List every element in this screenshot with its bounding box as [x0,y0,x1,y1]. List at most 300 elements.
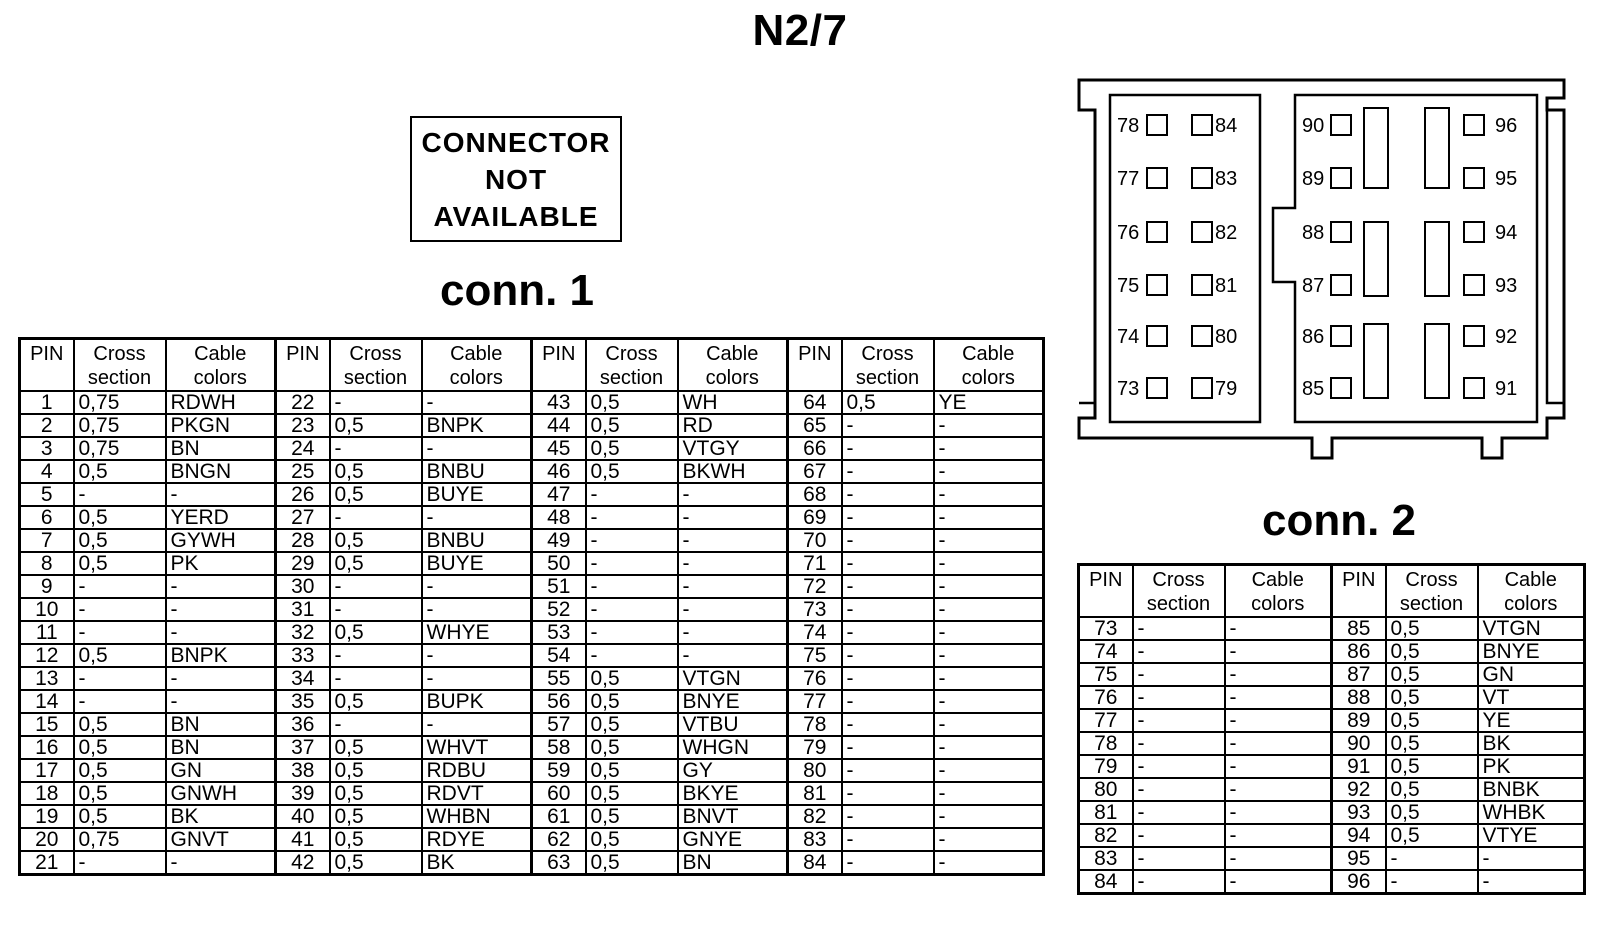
left-pin-block [1110,95,1260,422]
connector-pin-label: 91 [1495,378,1518,400]
cross-section-value: 0,5 [330,621,422,644]
pin-socket-icon [1464,168,1484,188]
cross-section-value: - [586,506,678,529]
cable-color-value: - [166,483,276,506]
cross-section-value: - [586,483,678,506]
pin-socket-icon [1331,115,1351,135]
table-row [1079,801,1585,824]
cable-color-value: BKWH [678,460,788,483]
cross-section-value: 0,75 [74,391,166,414]
cable-color-value: - [1225,686,1332,709]
pin-number: 51 [532,575,586,598]
table-row [1079,732,1585,755]
cross-section-value: - [1133,847,1225,870]
cable-color-value: - [1225,755,1332,778]
cable-color-value: VTBU [678,713,788,736]
pin-number: 75 [788,644,842,667]
connector-pin-label: 92 [1495,326,1518,348]
cross-section-value: 0,5 [1386,824,1478,847]
cross-section-value: 0,5 [74,805,166,828]
cable-color-value: - [1225,801,1332,824]
pin-number: 39 [276,782,330,805]
cross-section-value: - [842,552,934,575]
cross-section-value: - [842,759,934,782]
connector-pin-label: 80 [1215,326,1238,348]
pin-socket-icon [1464,378,1484,398]
pin-number: 78 [1079,732,1133,755]
table-row [20,552,1044,575]
cross-section-value: 0,5 [586,460,678,483]
pin-number: 44 [532,414,586,437]
cross-section-value: - [1133,755,1225,778]
cross-section-value: - [842,529,934,552]
cable-color-value: RDBU [422,759,532,782]
page-title: N2/7 [752,6,848,55]
pin-number: 71 [788,552,842,575]
cross-section-value: - [842,644,934,667]
cross-section-value: - [74,575,166,598]
conn2-header-pin: PIN [1332,565,1386,618]
connector-pin-label: 75 [1117,275,1140,297]
pin-number: 76 [788,667,842,690]
pin-number: 83 [1079,847,1133,870]
pin-number: 35 [276,690,330,713]
pin-number: 38 [276,759,330,782]
cable-color-value: - [934,851,1044,875]
cable-color-value: BN [166,736,276,759]
pin-number: 54 [532,644,586,667]
conn1-header-cable-colors: Cable colors [422,339,532,392]
cable-color-value: - [678,621,788,644]
table-row [1079,870,1585,894]
pin-socket-icon [1192,378,1212,398]
cross-section-value: - [74,667,166,690]
cross-section-value: - [330,575,422,598]
cable-color-value: BNPK [166,644,276,667]
pin-number: 76 [1079,686,1133,709]
pin-number: 65 [788,414,842,437]
table-row [1079,709,1585,732]
cable-color-value: - [934,805,1044,828]
cross-section-value: - [842,437,934,460]
cross-section-value: 0,5 [330,736,422,759]
cable-color-value: VTGN [678,667,788,690]
pin-number: 30 [276,575,330,598]
pin-socket-icon [1464,326,1484,346]
cross-section-value: 0,5 [586,713,678,736]
connector-pin-label: 86 [1302,326,1325,348]
pin-number: 77 [788,690,842,713]
cable-color-value: GN [1478,663,1585,686]
cross-section-value: 0,75 [74,414,166,437]
conn1-header-pin: PIN [532,339,586,392]
table-row [20,506,1044,529]
pin-number: 81 [788,782,842,805]
table-row [20,851,1044,875]
cable-color-value: BNBU [422,460,532,483]
pin-number: 9 [20,575,74,598]
cross-section-value: - [1133,778,1225,801]
connector-pin-label: 88 [1302,222,1325,244]
pin-socket-icon [1147,115,1167,135]
table-row [20,437,1044,460]
pin-number: 67 [788,460,842,483]
cable-color-value: BN [166,713,276,736]
cross-section-value: - [1133,663,1225,686]
pin-number: 8 [20,552,74,575]
conn2-header-pin: PIN [1079,565,1133,618]
pin-number: 29 [276,552,330,575]
conn1-label: conn. 1 [440,266,595,315]
table-row [1079,686,1585,709]
pin-number: 22 [276,391,330,414]
cable-color-value: BNVT [678,805,788,828]
conn1-header-pin: PIN [276,339,330,392]
cable-color-value: - [934,552,1044,575]
cable-color-value: GY [678,759,788,782]
pin-number: 42 [276,851,330,875]
pin-socket-icon [1192,222,1212,242]
cable-color-value: BUYE [422,552,532,575]
pin-socket-icon [1331,222,1351,242]
connector-pin-label: 73 [1117,378,1140,400]
cable-color-value: BNYE [1478,640,1585,663]
cable-color-value: BUYE [422,483,532,506]
pin-number: 7 [20,529,74,552]
pin-number: 83 [788,828,842,851]
cross-section-value: - [586,552,678,575]
cable-color-value: - [166,690,276,713]
cable-color-value: - [166,575,276,598]
connector-pin-label: 93 [1495,275,1518,297]
table-row [20,460,1044,483]
pin-number: 58 [532,736,586,759]
cross-section-value: 0,5 [586,414,678,437]
cross-section-value: 0,5 [330,460,422,483]
cross-section-value: 0,5 [586,667,678,690]
cable-color-value: - [422,598,532,621]
cable-color-value: BNYE [678,690,788,713]
cable-color-value: - [422,391,532,414]
cross-section-value: 0,5 [74,529,166,552]
cross-section-value: - [842,736,934,759]
pin-number: 90 [1332,732,1386,755]
cross-section-value: - [586,644,678,667]
pin-number: 6 [20,506,74,529]
cross-section-value: - [842,851,934,875]
cable-color-value: RDYE [422,828,532,851]
pin-number: 78 [788,713,842,736]
cable-color-value: - [934,598,1044,621]
pin-number: 57 [532,713,586,736]
cross-section-value: 0,5 [1386,801,1478,824]
connector-pin-label: 83 [1215,168,1238,190]
cross-section-value: 0,5 [586,828,678,851]
cross-section-value: - [1133,640,1225,663]
connector-pin-label: 95 [1495,168,1518,190]
pin-number: 26 [276,483,330,506]
pin-socket-icon [1464,275,1484,295]
cable-color-value: BK [1478,732,1585,755]
cross-section-value: - [1133,686,1225,709]
pin-number: 10 [20,598,74,621]
pin-number: 64 [788,391,842,414]
cross-section-value: - [842,621,934,644]
cable-color-value: - [1225,824,1332,847]
cross-section-value: 0,5 [1386,709,1478,732]
cable-color-value: - [934,414,1044,437]
cable-color-value: - [1225,847,1332,870]
cross-section-value: 0,5 [330,782,422,805]
pin-number: 92 [1332,778,1386,801]
pin-socket-icon [1192,275,1212,295]
table-row [20,575,1044,598]
conn1-header-cable-colors: Cable colors [934,339,1044,392]
cable-color-value: - [934,506,1044,529]
cable-color-value: GYWH [166,529,276,552]
cable-color-value: BN [166,437,276,460]
table-row [20,391,1044,414]
cable-color-value: YERD [166,506,276,529]
cable-color-value: - [1225,870,1332,894]
pin-number: 37 [276,736,330,759]
table-row [20,782,1044,805]
cross-section-value: - [842,598,934,621]
contact-slot-icon [1364,222,1388,296]
pin-number: 21 [20,851,74,875]
cable-color-value: - [1225,663,1332,686]
connector-pin-label: 89 [1302,168,1325,190]
cross-section-value: - [586,575,678,598]
conn1-header-cross-section: Cross section [586,339,678,392]
cross-section-value: - [74,690,166,713]
cable-color-value: PKGN [166,414,276,437]
cable-color-value: GNYE [678,828,788,851]
cable-color-value: - [934,644,1044,667]
cross-section-value: 0,5 [74,552,166,575]
cross-section-value: 0,5 [586,759,678,782]
table-row [1079,617,1585,640]
pin-number: 24 [276,437,330,460]
cross-section-value: 0,5 [586,782,678,805]
connector-pin-label: 96 [1495,115,1518,137]
right-pin-block [1273,95,1537,422]
cross-section-value: 0,5 [330,552,422,575]
cross-section-value: - [74,598,166,621]
connector-pin-label: 78 [1117,115,1140,137]
table-row [1079,778,1585,801]
cross-section-value: - [330,506,422,529]
cable-color-value: - [422,644,532,667]
cable-color-value: - [678,598,788,621]
pin-number: 25 [276,460,330,483]
pin-number: 18 [20,782,74,805]
cable-color-value: - [934,736,1044,759]
cable-color-value: - [934,460,1044,483]
conn2-header-cable-colors: Cable colors [1478,565,1585,618]
cross-section-value: - [1386,870,1478,894]
cable-color-value: WHBK [1478,801,1585,824]
pin-number: 15 [20,713,74,736]
pin-number: 19 [20,805,74,828]
cable-color-value: BUPK [422,690,532,713]
cable-color-value: - [934,690,1044,713]
pin-number: 56 [532,690,586,713]
cable-color-value: GN [166,759,276,782]
cable-color-value: - [678,483,788,506]
pin-socket-icon [1147,326,1167,346]
pin-number: 94 [1332,824,1386,847]
pin-number: 12 [20,644,74,667]
cable-color-value: - [678,552,788,575]
connector-pin-label: 84 [1215,115,1238,137]
pin-number: 77 [1079,709,1133,732]
pin-number: 48 [532,506,586,529]
table-row [20,414,1044,437]
cable-color-value: - [934,621,1044,644]
pin-number: 4 [20,460,74,483]
table-row [1079,663,1585,686]
cable-color-value: - [1225,617,1332,640]
conn1-pin-table [18,337,1045,876]
cross-section-value: 0,5 [74,759,166,782]
cross-section-value: 0,5 [330,483,422,506]
pin-number: 14 [20,690,74,713]
cross-section-value: - [842,690,934,713]
cable-color-value: - [422,506,532,529]
connector-not-available-notice [410,116,622,242]
cable-color-value: VTGY [678,437,788,460]
pin-number: 49 [532,529,586,552]
cable-color-value: RD [678,414,788,437]
table-row [1079,824,1585,847]
table-row [20,736,1044,759]
connector-diagram [1077,78,1582,463]
cross-section-value: - [330,598,422,621]
pin-number: 82 [1079,824,1133,847]
pin-number: 11 [20,621,74,644]
pin-socket-icon [1147,168,1167,188]
cable-color-value: WHBN [422,805,532,828]
cable-color-value: - [422,713,532,736]
cable-color-value: YE [1478,709,1585,732]
cable-color-value: - [1478,870,1585,894]
cross-section-value: - [330,644,422,667]
cross-section-value: 0,5 [1386,640,1478,663]
cross-section-value: - [74,483,166,506]
table-row [20,621,1044,644]
cable-color-value: - [934,437,1044,460]
cable-color-value: BNPK [422,414,532,437]
cable-color-value: WHVT [422,736,532,759]
connector-pin-label: 81 [1215,275,1238,297]
cable-color-value: - [1225,640,1332,663]
cable-color-value: - [934,782,1044,805]
cross-section-value: - [1133,617,1225,640]
connector-pin-label: 87 [1302,275,1325,297]
cross-section-value: 0,5 [330,851,422,875]
pin-number: 91 [1332,755,1386,778]
cross-section-value: 0,5 [74,713,166,736]
cross-section-value: 0,5 [330,805,422,828]
cable-color-value: - [166,667,276,690]
table-row [20,713,1044,736]
pin-number: 3 [20,437,74,460]
pin-socket-icon [1147,222,1167,242]
contact-slot-icon [1425,324,1449,398]
pin-socket-icon [1147,275,1167,295]
pin-number: 75 [1079,663,1133,686]
pin-number: 93 [1332,801,1386,824]
table-row [20,805,1044,828]
table-row [20,598,1044,621]
pin-number: 87 [1332,663,1386,686]
cross-section-value: - [842,460,934,483]
pin-number: 82 [788,805,842,828]
contact-slot-icon [1364,108,1388,188]
cross-section-value: 0,5 [1386,617,1478,640]
pin-number: 88 [1332,686,1386,709]
cross-section-value: 0,5 [74,506,166,529]
right-latch [1547,110,1564,403]
pin-number: 53 [532,621,586,644]
cross-section-value: - [1133,732,1225,755]
table-row [20,690,1044,713]
pin-number: 28 [276,529,330,552]
cable-color-value: - [934,713,1044,736]
connector-pin-label: 76 [1117,222,1140,244]
conn1-header-cable-colors: Cable colors [166,339,276,392]
pin-number: 45 [532,437,586,460]
cross-section-value: 0,5 [842,391,934,414]
cable-color-value: - [934,667,1044,690]
contact-slot-icon [1425,222,1449,296]
pin-number: 74 [1079,640,1133,663]
cable-color-value: WHGN [678,736,788,759]
pin-number: 79 [788,736,842,759]
cross-section-value: - [842,805,934,828]
cross-section-value: 0,5 [586,391,678,414]
pin-number: 40 [276,805,330,828]
pin-number: 27 [276,506,330,529]
cable-color-value: - [422,667,532,690]
cable-color-value: VTYE [1478,824,1585,847]
cross-section-value: 0,5 [1386,686,1478,709]
cable-color-value: - [1225,732,1332,755]
cable-color-value: WHYE [422,621,532,644]
cable-color-value: - [934,575,1044,598]
cross-section-value: 0,5 [586,736,678,759]
cable-color-value: - [678,506,788,529]
cable-color-value: YE [934,391,1044,414]
connector-pin-label: 74 [1117,326,1140,348]
pin-number: 95 [1332,847,1386,870]
pin-number: 70 [788,529,842,552]
pin-number: 23 [276,414,330,437]
cable-color-value: - [934,529,1044,552]
cross-section-value: - [330,667,422,690]
cable-color-value: - [422,575,532,598]
cable-color-value: - [1478,847,1585,870]
pin-socket-icon [1147,378,1167,398]
cross-section-value: - [330,437,422,460]
cross-section-value: 0,5 [74,460,166,483]
cross-section-value: - [842,506,934,529]
cable-color-value: - [678,529,788,552]
pin-number: 89 [1332,709,1386,732]
pin-number: 33 [276,644,330,667]
connector-pin-label: 85 [1302,378,1325,400]
